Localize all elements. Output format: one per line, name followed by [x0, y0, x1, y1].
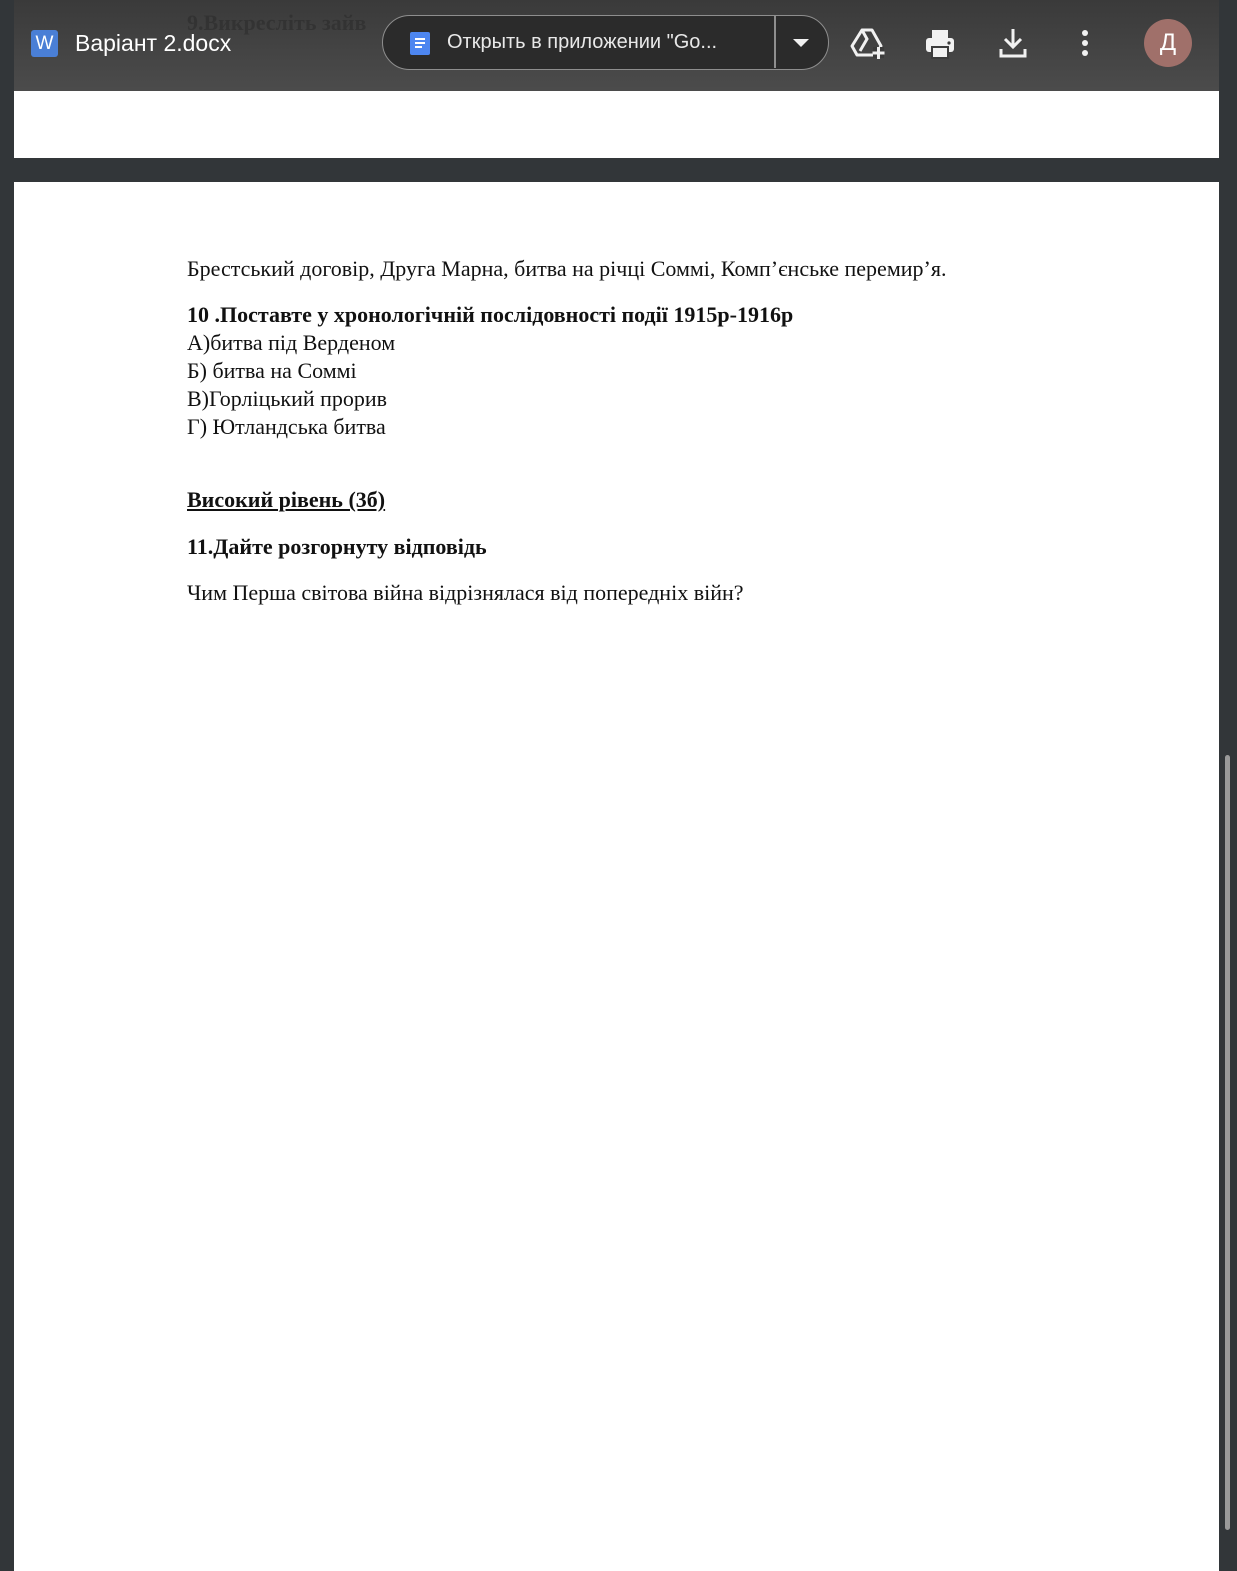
open-with-button[interactable] — [383, 16, 774, 68]
question-10-option-b: Б) битва на Соммі — [187, 358, 357, 383]
more-options-button[interactable] — [1063, 22, 1107, 66]
document-page — [14, 182, 1219, 1571]
add-to-drive-icon — [846, 22, 890, 66]
level-heading: Високий рівень (3б) — [187, 487, 386, 512]
print-icon — [918, 22, 962, 66]
question-10-option-c: В)Горліцький прорив — [187, 386, 388, 411]
scrollbar[interactable] — [1225, 755, 1230, 1530]
question-10-title: 10 .Поставте у хронологічній послідовності події 1915р-1916р — [187, 302, 794, 327]
download-icon — [991, 22, 1035, 66]
more-vert-icon — [1063, 22, 1107, 66]
question-10-option-a: А)битва під Верденом — [187, 330, 396, 355]
open-with-label: Открыть в приложении "Go... — [447, 31, 718, 53]
file-title: Варіант 2.docx — [75, 30, 232, 56]
print-button[interactable] — [918, 22, 962, 66]
google-docs-icon — [410, 32, 430, 55]
open-with-control — [382, 15, 829, 70]
open-with-dropdown-button[interactable] — [776, 16, 828, 68]
answer-options-line: Брестський договір, Друга Марна, битва на річці Соммі, Комп’єнське перемир’я. — [187, 256, 947, 281]
avatar[interactable]: Д — [1144, 19, 1192, 67]
question-11-title: 11.Дайте розгорнуту відповідь — [187, 534, 487, 559]
question-10-option-d: Г) Ютландська битва — [187, 414, 386, 439]
word-file-icon: W — [31, 30, 58, 57]
download-button[interactable] — [991, 22, 1035, 66]
viewer-toolbar — [14, 0, 1219, 91]
add-to-drive-button[interactable] — [846, 22, 890, 66]
chevron-down-icon — [793, 39, 809, 47]
question-11-text: Чим Перша світова війна відрізнялася від попередніх війн? — [187, 580, 744, 605]
